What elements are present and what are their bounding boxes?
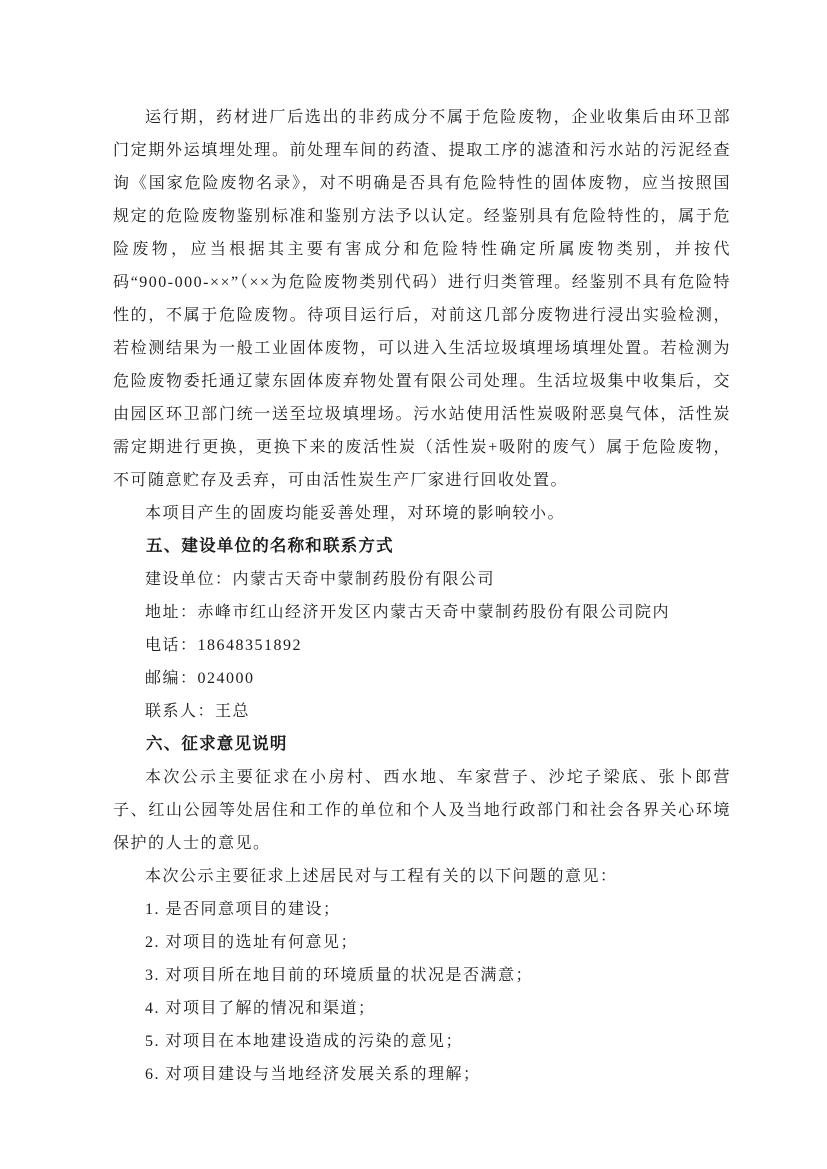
section-heading-6: 六、征求意见说明 xyxy=(146,735,288,753)
contact-line-company xyxy=(113,563,731,596)
contact-label-person: 联系人： xyxy=(145,703,216,720)
contact-value-address: 赤峰市红山经济开发区内蒙古天奇中蒙制药股份有限公司院内 xyxy=(197,604,671,621)
question-item-2: 2. 对项目的选址有何意见； xyxy=(145,934,359,951)
section-heading-5: 五、建设单位的名称和联系方式 xyxy=(146,537,394,555)
contact-value-postcode: 024000 xyxy=(197,670,255,687)
contact-label-company: 建设单位： xyxy=(145,571,233,588)
contact-line-phone xyxy=(113,629,731,662)
question-item-4: 4. 对项目了解的情况和渠道； xyxy=(145,1000,376,1017)
contact-value-person: 王总 xyxy=(215,703,251,720)
contact-value-phone: 18648351892 xyxy=(197,637,303,654)
paragraph-consultation-scope: 本次公示主要征求在小房村、西水地、车家营子、沙坨子梁底、张卜郎营子、红山公园等处居住和工作的单位和个人及当地行政部门和社会各界关心环境保护的人士的意见。 xyxy=(113,769,731,852)
contact-label-phone: 电话： xyxy=(145,637,198,654)
question-item-6: 6. 对项目建设与当地经济发展关系的理解； xyxy=(145,1066,481,1083)
contact-line-person xyxy=(113,695,731,728)
contact-value-company: 内蒙古天奇中蒙制药股份有限公司 xyxy=(232,571,496,588)
contact-label-postcode: 邮编： xyxy=(145,670,198,687)
paragraph-summary: 本项目产生的固废均能妥善处理，对环境的影响较小。 xyxy=(145,505,566,522)
paragraph-operation-waste: 运行期，药材进厂后选出的非药成分不属于危险废物，企业收集后由环卫部门定期外运填埋处理。前处理车间的药渣、提取工序的滤渣和污水站的污泥经查询《国家危险废物名录》，对不明确是否具有危险特性的固体废物，应当按照国规定的危险废物鉴别标准和鉴别方法予以认定。经鉴别具有危险特性的，属于危险废物，应当根据其主要有害成分和危险特性确定所属废物类别，并按代码“900-000-××”（××为危险废物类别代码）进行归类管理。经鉴别不具有危险特性的，不属于危险废物。待项目运行后，对前这几部分废物进行浸出实验检测，若检测结果为一般工业固体废物，可以进入生活垃圾填埋场填埋处置。若检测为危险废物委托通辽蒙东固体废弃物处置有限公司处理。生活垃圾集中收集后，交由园区环卫部门统一送至垃圾填埋场。污水站使用活性炭吸附恶臭气体，活性炭需定期进行更换，更换下来的废活性炭（活性炭+吸附的废气）属于危险废物，不可随意贮存及丢弃，可由活性炭生产厂家进行回收处置。 xyxy=(113,109,731,489)
contact-label-address: 地址： xyxy=(145,604,198,621)
contact-line-address xyxy=(113,596,731,629)
question-item-3: 3. 对项目所在地目前的环境质量的状况是否满意； xyxy=(145,967,534,984)
question-item-5: 5. 对项目在本地建设造成的污染的意见； xyxy=(145,1033,464,1050)
paragraph-questions-intro: 本次公示主要征求上述居民对与工程有关的以下问题的意见： xyxy=(145,868,618,885)
document-content xyxy=(113,101,731,1091)
contact-line-postcode xyxy=(113,662,731,695)
question-item-1: 1. 是否同意项目的建设； xyxy=(145,901,341,918)
